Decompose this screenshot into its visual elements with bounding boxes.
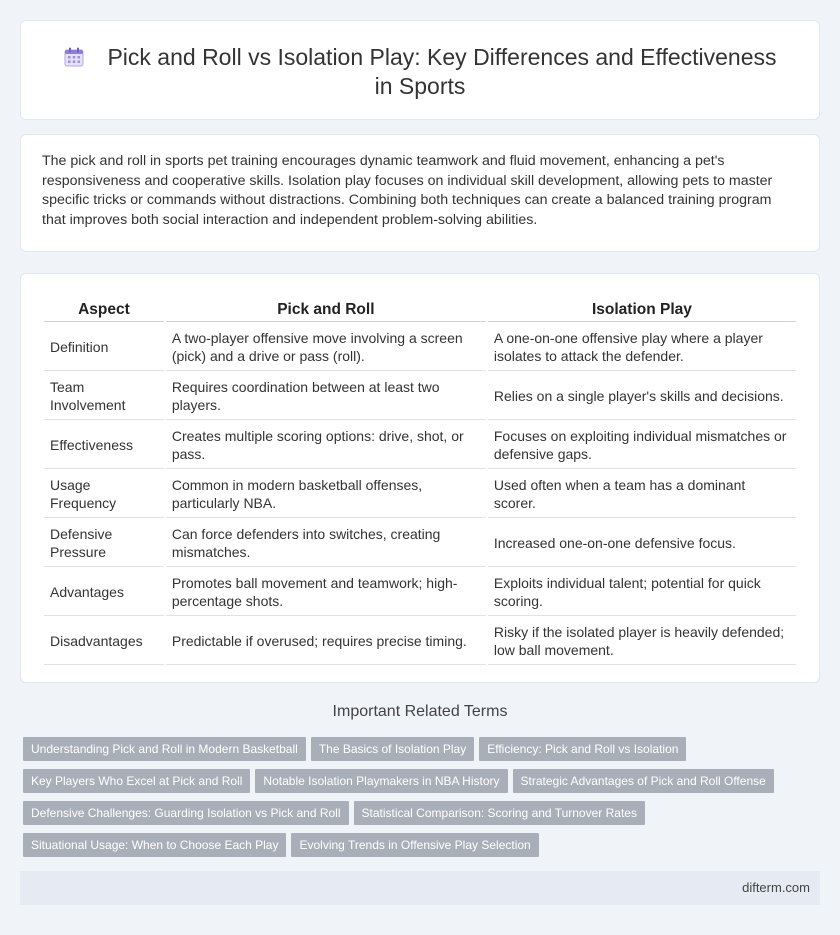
aspect-cell: Effectiveness [44, 421, 164, 469]
column-header-isolation-play: Isolation Play [488, 298, 796, 322]
intro-paragraph: The pick and roll in sports pet training encourages dynamic teamwork and fluid movement, enhancing a pet's responsiveness and cooperative skills. Isolation play focuses on individual skill development, allowing pets to master specific tricks or commands without distractions. Combining both techniques can create a balanced training program that improves both social interaction and independent problem-solving abilities. [42, 153, 773, 228]
related-terms-heading: Important Related Terms [332, 703, 508, 720]
column-header-aspect: Aspect [44, 298, 164, 322]
related-term-tag[interactable]: Understanding Pick and Roll in Modern Basketball [23, 737, 306, 761]
aspect-cell: Defensive Pressure [44, 519, 164, 567]
aspect-cell: Disadvantages [44, 617, 164, 665]
related-terms-row [23, 833, 544, 857]
table-row [44, 617, 796, 665]
page-title: Pick and Roll vs Isolation Play: Key Differences and Effectiveness in Sports [107, 44, 777, 99]
pick-and-roll-cell: Promotes ball movement and teamwork; high-percentage shots. [166, 568, 486, 616]
isolation-cell: Focuses on exploiting individual mismatches or defensive gaps. [488, 421, 796, 469]
pick-and-roll-cell: Common in modern basketball offenses, particularly NBA. [166, 470, 486, 518]
footer-site-link[interactable]: difterm.com [742, 880, 810, 895]
aspect-cell: Advantages [44, 568, 164, 616]
isolation-cell: Used often when a team has a dominant scorer. [488, 470, 796, 518]
related-term-tag[interactable]: Statistical Comparison: Scoring and Turnover Rates [354, 801, 645, 825]
related-term-tag[interactable]: Notable Isolation Playmakers in NBA History [255, 769, 507, 793]
related-term-tag[interactable]: Efficiency: Pick and Roll vs Isolation [479, 737, 686, 761]
pick-and-roll-cell: Can force defenders into switches, creating mismatches. [166, 519, 486, 567]
related-term-tag[interactable]: Situational Usage: When to Choose Each Play [23, 833, 286, 857]
title-card [20, 20, 820, 120]
aspect-cell: Team Involvement [44, 372, 164, 420]
related-term-tag[interactable]: Evolving Trends in Offensive Play Selection [291, 833, 538, 857]
related-terms-row [23, 801, 650, 825]
isolation-cell: A one-on-one offensive play where a player isolates to attack the defender. [488, 323, 796, 371]
related-term-tag[interactable]: The Basics of Isolation Play [311, 737, 474, 761]
related-terms-row [23, 737, 691, 761]
table-row [44, 568, 796, 616]
intro-card [20, 134, 820, 252]
related-terms-row [23, 769, 779, 793]
aspect-cell: Definition [44, 323, 164, 371]
related-term-tag[interactable]: Strategic Advantages of Pick and Roll Offense [513, 769, 774, 793]
table-row [44, 372, 796, 420]
footer [20, 871, 820, 905]
pick-and-roll-cell: Requires coordination between at least two players. [166, 372, 486, 420]
isolation-cell: Increased one-on-one defensive focus. [488, 519, 796, 567]
table-row [44, 519, 796, 567]
pick-and-roll-cell: Predictable if overused; requires precise timing. [166, 617, 486, 665]
related-term-tag[interactable]: Key Players Who Excel at Pick and Roll [23, 769, 250, 793]
aspect-cell: Usage Frequency [44, 470, 164, 518]
table-row [44, 421, 796, 469]
column-header-pick-and-roll: Pick and Roll [166, 298, 486, 322]
pick-and-roll-cell: A two-player offensive move involving a screen (pick) and a drive or pass (roll). [166, 323, 486, 371]
table-row [44, 470, 796, 518]
comparison-card [20, 273, 820, 683]
calendar-icon [63, 46, 85, 68]
isolation-cell: Exploits individual talent; potential for quick scoring. [488, 568, 796, 616]
isolation-cell: Risky if the isolated player is heavily defended; low ball movement. [488, 617, 796, 665]
isolation-cell: Relies on a single player's skills and decisions. [488, 372, 796, 420]
table-header-row [44, 298, 796, 322]
table-row [44, 323, 796, 371]
related-term-tag[interactable]: Defensive Challenges: Guarding Isolation vs Pick and Roll [23, 801, 349, 825]
pick-and-roll-cell: Creates multiple scoring options: drive, shot, or pass. [166, 421, 486, 469]
comparison-table [42, 297, 798, 666]
